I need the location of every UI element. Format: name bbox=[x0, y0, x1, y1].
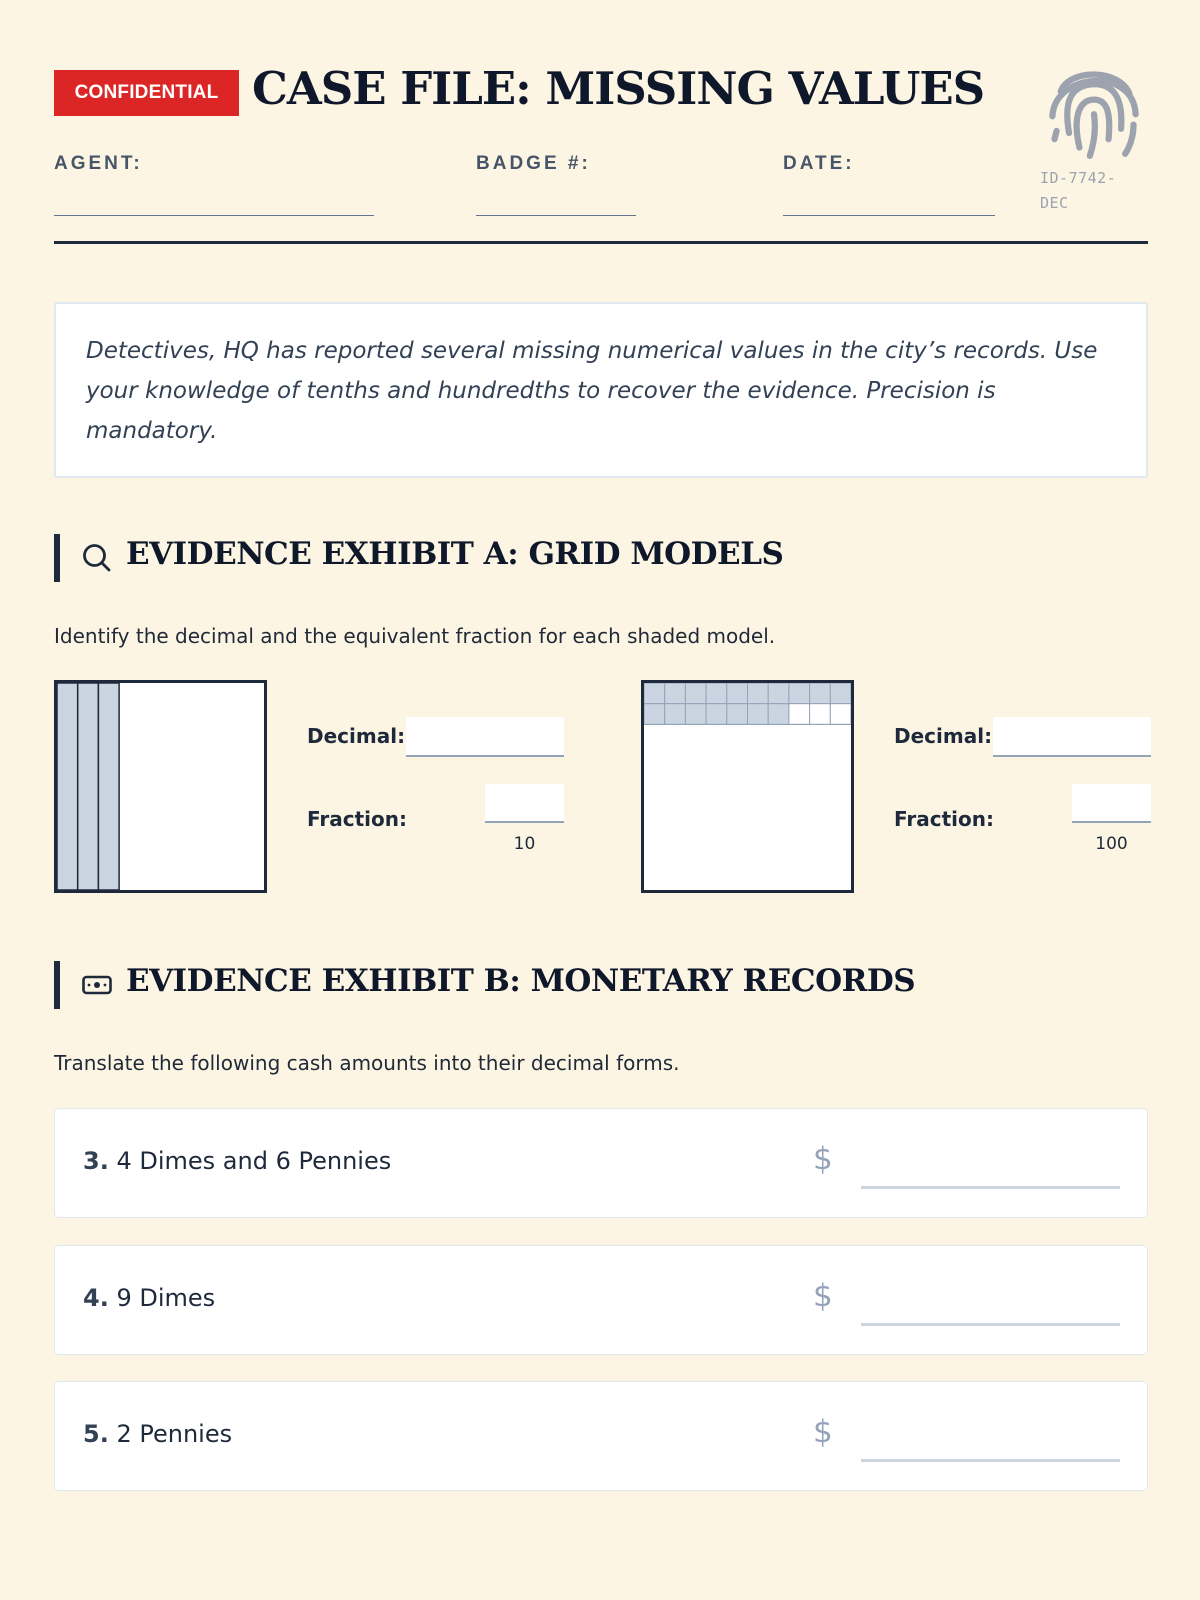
hundredths-shaded-cell bbox=[830, 683, 851, 704]
header-divider bbox=[54, 241, 1148, 244]
search-icon bbox=[82, 543, 112, 573]
question-number: 4. bbox=[83, 1284, 109, 1312]
dollar-sign: $ bbox=[813, 1414, 833, 1450]
question-number: 5. bbox=[83, 1420, 109, 1448]
hundredths-shaded-cell bbox=[748, 683, 769, 704]
date-label: DATE: bbox=[783, 153, 855, 174]
tenths-shaded-strip bbox=[78, 683, 99, 890]
exhibit-b-instruction: Translate the following cash amounts into their decimal forms. bbox=[54, 1051, 680, 1075]
badge-field[interactable] bbox=[476, 215, 636, 216]
hundredths-shaded-cell bbox=[768, 683, 789, 704]
fraction-numerator-1[interactable] bbox=[485, 784, 564, 823]
case-id-line1: ID-7742- bbox=[1040, 169, 1117, 187]
fraction-denominator-2: 100 bbox=[1095, 834, 1128, 854]
hundredths-grid bbox=[644, 683, 851, 890]
hundredths-grid-model bbox=[641, 680, 854, 893]
exhibit-a-instruction: Identify the decimal and the equivalent fraction for each shaded model. bbox=[54, 624, 776, 648]
fraction-label-2: Fraction: bbox=[894, 807, 994, 831]
money-answer-field[interactable] bbox=[861, 1186, 1120, 1189]
hundredths-shaded-cell bbox=[748, 704, 769, 725]
fraction-label-1: Fraction: bbox=[307, 807, 407, 831]
question-number: 3. bbox=[83, 1147, 109, 1175]
hundredths-shaded-cell bbox=[706, 704, 727, 725]
hundredths-shaded-cell bbox=[644, 704, 665, 725]
agent-field[interactable] bbox=[54, 215, 374, 216]
section-marker bbox=[54, 534, 60, 582]
banknote-icon bbox=[82, 970, 112, 1000]
page-title: CASE FILE: MISSING VALUES bbox=[252, 62, 985, 115]
tenths-shaded-strip bbox=[57, 683, 78, 890]
tenths-grid-model bbox=[54, 680, 267, 893]
exhibit-a-title: EVIDENCE EXHIBIT A: GRID MODELS bbox=[126, 536, 784, 572]
hundredths-empty-cell bbox=[789, 704, 810, 725]
tenths-shaded-strip bbox=[98, 683, 119, 890]
hundredths-shaded-cell bbox=[665, 704, 686, 725]
hundredths-shaded-cell bbox=[727, 683, 748, 704]
intro-box: Detectives, HQ has reported several missing numerical values in the city’s records. Use your knowledge of tenths and hundredths to recover the evidence. Precision is mandatory. bbox=[54, 302, 1148, 478]
hundredths-shaded-cell bbox=[768, 704, 789, 725]
worksheet-page bbox=[54, 0, 1148, 1600]
exhibit-b-header bbox=[54, 961, 1148, 1009]
tenths-grid bbox=[57, 683, 264, 890]
date-field[interactable] bbox=[783, 215, 995, 216]
hundredths-shaded-cell bbox=[789, 683, 810, 704]
question-label: 9 Dimes bbox=[116, 1284, 216, 1312]
case-id-line2: DEC bbox=[1040, 194, 1069, 212]
case-header bbox=[54, 56, 1148, 246]
question-label: 4 Dimes and 6 Pennies bbox=[116, 1147, 392, 1175]
money-answer-field[interactable] bbox=[861, 1459, 1120, 1462]
exhibit-a-header bbox=[54, 534, 1148, 582]
hundredths-shaded-cell bbox=[810, 683, 831, 704]
fraction-numerator-2[interactable] bbox=[1072, 784, 1151, 823]
hundredths-shaded-cell bbox=[706, 683, 727, 704]
question-text bbox=[83, 1284, 215, 1312]
agent-label: AGENT: bbox=[54, 153, 143, 174]
hundredths-empty-cell bbox=[830, 704, 851, 725]
question-text bbox=[83, 1147, 391, 1175]
badge-label: BADGE #: bbox=[476, 153, 591, 174]
hundredths-shaded-cell bbox=[685, 704, 706, 725]
money-question-card bbox=[54, 1381, 1148, 1491]
section-marker bbox=[54, 961, 60, 1009]
hundredths-empty-cell bbox=[810, 704, 831, 725]
decimal-answer-1[interactable] bbox=[406, 717, 564, 757]
money-question-card bbox=[54, 1245, 1148, 1355]
decimal-label-2: Decimal: bbox=[894, 724, 993, 748]
case-id bbox=[1040, 166, 1140, 216]
dollar-sign: $ bbox=[813, 1278, 833, 1314]
hundredths-shaded-cell bbox=[665, 683, 686, 704]
exhibit-b-title: EVIDENCE EXHIBIT B: MONETARY RECORDS bbox=[126, 963, 916, 999]
question-label: 2 Pennies bbox=[116, 1420, 233, 1448]
money-question-card bbox=[54, 1108, 1148, 1218]
hundredths-shaded-cell bbox=[727, 704, 748, 725]
decimal-label-1: Decimal: bbox=[307, 724, 406, 748]
fingerprint-icon bbox=[1042, 56, 1146, 160]
money-answer-field[interactable] bbox=[861, 1323, 1120, 1326]
hundredths-shaded-cell bbox=[644, 683, 665, 704]
hundredths-shaded-cell bbox=[685, 683, 706, 704]
confidential-stamp: CONFIDENTIAL bbox=[54, 70, 239, 116]
decimal-answer-2[interactable] bbox=[993, 717, 1151, 757]
question-text bbox=[83, 1420, 232, 1448]
dollar-sign: $ bbox=[813, 1141, 833, 1177]
fraction-denominator-1: 10 bbox=[513, 834, 536, 854]
